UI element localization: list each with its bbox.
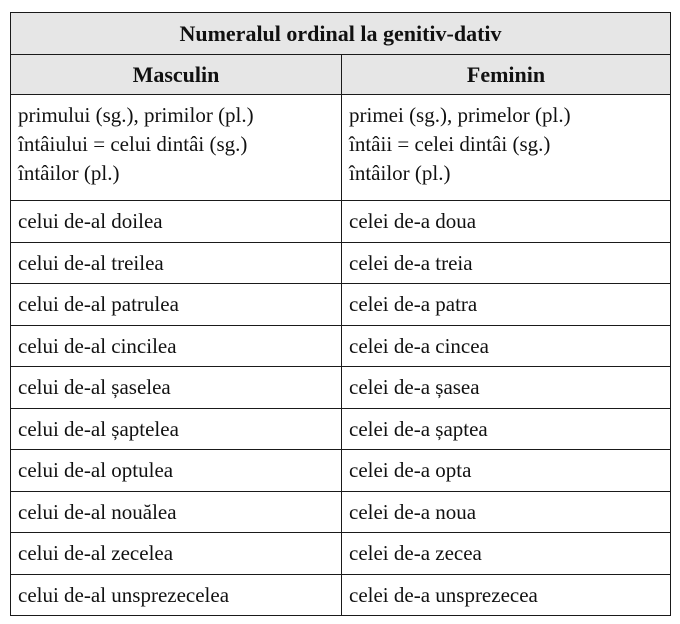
table-row	[11, 450, 671, 492]
table-row	[11, 201, 671, 243]
table-row	[11, 574, 671, 616]
cell-feminin: celei de-a unsprezecea	[342, 574, 671, 616]
table-header-row	[11, 55, 671, 95]
table-row	[11, 491, 671, 533]
cell-feminin: celei de-a șasea	[342, 367, 671, 409]
table-row	[11, 242, 671, 284]
column-header-feminin: Feminin	[342, 55, 671, 95]
table-row	[11, 367, 671, 409]
cell-feminin: celei de-a noua	[342, 491, 671, 533]
table-row	[11, 325, 671, 367]
cell-masculin: celui de-al optulea	[11, 450, 342, 492]
table-row	[11, 408, 671, 450]
cell-feminin: celei de-a șaptea	[342, 408, 671, 450]
cell-masculin: celui de-al doilea	[11, 201, 342, 243]
cell-line: întâilor (pl.)	[18, 161, 120, 185]
cell-feminin: celei de-a opta	[342, 450, 671, 492]
cell-feminin: celei de-a zecea	[342, 533, 671, 575]
ordinal-genitive-dative-table	[10, 12, 671, 616]
cell-masculin: celui de-al unsprezecelea	[11, 574, 342, 616]
cell-masculin: celui de-al șaptelea	[11, 408, 342, 450]
cell-line: primei (sg.), primelor (pl.)	[349, 103, 571, 127]
table-title: Numeralul ordinal la genitiv-dativ	[11, 13, 671, 55]
cell-line: întâiului = celui dintâi (sg.)	[18, 132, 248, 156]
column-header-masculin: Masculin	[11, 55, 342, 95]
cell-masculin: celui de-al zecelea	[11, 533, 342, 575]
cell-feminin: celei de-a treia	[342, 242, 671, 284]
cell-masculin: celui de-al treilea	[11, 242, 342, 284]
cell-line: întâilor (pl.)	[349, 161, 451, 185]
table-row	[11, 284, 671, 326]
cell-masculin: celui de-al patrulea	[11, 284, 342, 326]
table-row	[11, 95, 671, 201]
cell-feminin: celei de-a patra	[342, 284, 671, 326]
cell-feminin: celei de-a cincea	[342, 325, 671, 367]
table-row	[11, 533, 671, 575]
cell-line: întâii = celei dintâi (sg.)	[349, 132, 551, 156]
cell-masculin: celui de-al nouălea	[11, 491, 342, 533]
table-title-row	[11, 13, 671, 55]
cell-masculin	[11, 95, 342, 201]
cell-masculin: celui de-al cincilea	[11, 325, 342, 367]
cell-masculin: celui de-al șaselea	[11, 367, 342, 409]
cell-feminin: celei de-a doua	[342, 201, 671, 243]
cell-feminin	[342, 95, 671, 201]
cell-line: primului (sg.), primilor (pl.)	[18, 103, 254, 127]
